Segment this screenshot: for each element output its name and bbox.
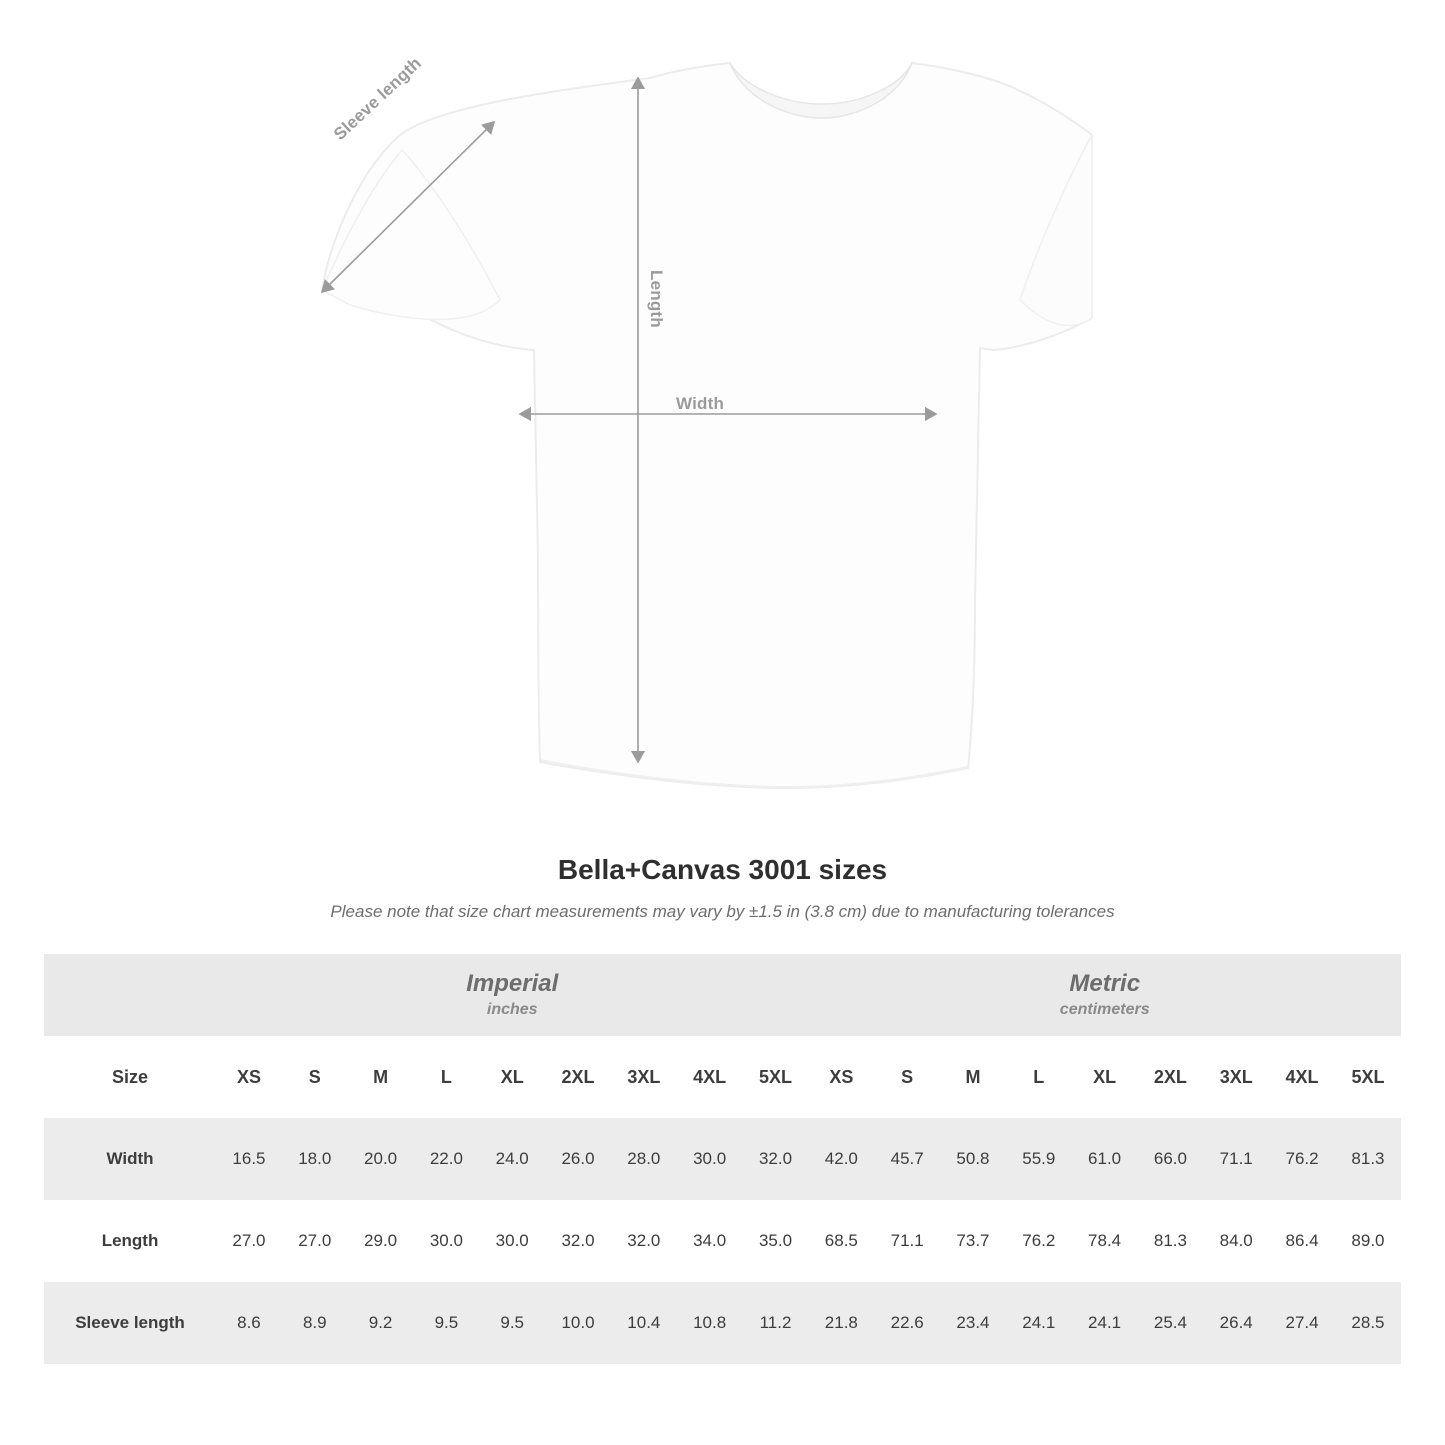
size-chart-table xyxy=(44,954,1401,1364)
measure-cell: 28.5 xyxy=(1335,1282,1401,1364)
measure-cell: 24.0 xyxy=(479,1118,545,1200)
unit-header-corner xyxy=(44,954,216,1036)
size-cell: 2XL xyxy=(1138,1036,1204,1118)
size-cell: S xyxy=(874,1036,940,1118)
measure-cell: 73.7 xyxy=(940,1200,1006,1282)
measure-cell: 35.0 xyxy=(743,1200,809,1282)
chart-title-block xyxy=(0,854,1445,922)
measure-cell: 23.4 xyxy=(940,1282,1006,1364)
measure-cell: 26.0 xyxy=(545,1118,611,1200)
measure-cell: 22.6 xyxy=(874,1282,940,1364)
measure-cell: 42.0 xyxy=(808,1118,874,1200)
measure-cell: 50.8 xyxy=(940,1118,1006,1200)
unit-header-imperial xyxy=(216,954,808,1036)
measure-cell: 8.6 xyxy=(216,1282,282,1364)
measure-cell: 30.0 xyxy=(677,1118,743,1200)
size-cell: XL xyxy=(1072,1036,1138,1118)
size-cell: M xyxy=(940,1036,1006,1118)
measure-cell: 10.0 xyxy=(545,1282,611,1364)
unit-name-metric: Metric xyxy=(1069,969,1141,997)
measure-cell: 9.2 xyxy=(348,1282,414,1364)
measure-cell: 32.0 xyxy=(611,1200,677,1282)
sleeve-length-label: Sleeve length xyxy=(330,53,426,144)
measure-cell: 68.5 xyxy=(808,1200,874,1282)
measure-cell: 71.1 xyxy=(1203,1118,1269,1200)
measure-cell: 34.0 xyxy=(677,1200,743,1282)
measure-cell: 76.2 xyxy=(1269,1118,1335,1200)
row-label-sleeve-length: Sleeve length xyxy=(44,1282,216,1364)
measure-cell: 24.1 xyxy=(1006,1282,1072,1364)
measure-cell: 25.4 xyxy=(1138,1282,1204,1364)
table-row xyxy=(44,1200,1401,1282)
measure-cell: 45.7 xyxy=(874,1118,940,1200)
unit-header-row xyxy=(44,954,1401,1036)
measure-cell: 10.4 xyxy=(611,1282,677,1364)
measure-cell: 76.2 xyxy=(1006,1200,1072,1282)
page-title: Bella+Canvas 3001 sizes xyxy=(557,854,888,885)
measure-cell: 22.0 xyxy=(413,1118,479,1200)
measure-cell: 24.1 xyxy=(1072,1282,1138,1364)
measure-cell: 27.0 xyxy=(216,1200,282,1282)
measure-cell: 21.8 xyxy=(808,1282,874,1364)
measure-cell: 30.0 xyxy=(479,1200,545,1282)
measure-cell: 9.5 xyxy=(479,1282,545,1364)
measure-cell: 28.0 xyxy=(611,1118,677,1200)
measure-cell: 27.0 xyxy=(282,1200,348,1282)
measure-cell: 11.2 xyxy=(743,1282,809,1364)
measure-cell: 81.3 xyxy=(1138,1200,1204,1282)
size-cell: 3XL xyxy=(1203,1036,1269,1118)
measure-cell: 16.5 xyxy=(216,1118,282,1200)
size-header-row xyxy=(44,1036,1401,1118)
measure-cell: 30.0 xyxy=(413,1200,479,1282)
measure-cell: 27.4 xyxy=(1269,1282,1335,1364)
size-row-label: Size xyxy=(44,1036,216,1118)
measure-cell: 66.0 xyxy=(1138,1118,1204,1200)
measure-cell: 81.3 xyxy=(1335,1118,1401,1200)
unit-header-metric xyxy=(808,954,1401,1036)
measure-cell: 89.0 xyxy=(1335,1200,1401,1282)
size-cell: XL xyxy=(479,1036,545,1118)
size-cell: L xyxy=(413,1036,479,1118)
size-cell: L xyxy=(1006,1036,1072,1118)
unit-sub-imperial: inches xyxy=(486,1000,538,1018)
size-cell: XS xyxy=(216,1036,282,1118)
measure-cell: 10.8 xyxy=(677,1282,743,1364)
measure-cell: 18.0 xyxy=(282,1118,348,1200)
unit-name-imperial: Imperial xyxy=(466,969,559,997)
measure-cell: 71.1 xyxy=(874,1200,940,1282)
measure-cell: 61.0 xyxy=(1072,1118,1138,1200)
measure-cell: 86.4 xyxy=(1269,1200,1335,1282)
width-label: Width xyxy=(676,394,725,413)
size-cell: S xyxy=(282,1036,348,1118)
row-label-width: Width xyxy=(44,1118,216,1200)
table-row xyxy=(44,1118,1401,1200)
size-cell: M xyxy=(348,1036,414,1118)
measure-cell: 78.4 xyxy=(1072,1200,1138,1282)
row-label-length: Length xyxy=(44,1200,216,1282)
measure-cell: 55.9 xyxy=(1006,1118,1072,1200)
measure-cell: 9.5 xyxy=(413,1282,479,1364)
measure-cell: 32.0 xyxy=(545,1200,611,1282)
measure-cell: 29.0 xyxy=(348,1200,414,1282)
tshirt-shape xyxy=(322,63,1092,788)
unit-sub-metric: centimeters xyxy=(1059,1000,1150,1018)
measure-cell: 26.4 xyxy=(1203,1282,1269,1364)
measure-cell: 32.0 xyxy=(743,1118,809,1200)
length-label: Length xyxy=(647,270,666,328)
measure-cell: 20.0 xyxy=(348,1118,414,1200)
size-cell: 5XL xyxy=(743,1036,809,1118)
size-cell: 4XL xyxy=(677,1036,743,1118)
tolerance-note: Please note that size chart measurements may vary by ±1.5 in (3.8 cm) due to manufacturing tolerances xyxy=(330,902,1115,921)
size-cell: 2XL xyxy=(545,1036,611,1118)
size-cell: 5XL xyxy=(1335,1036,1401,1118)
measure-cell: 8.9 xyxy=(282,1282,348,1364)
size-table-container xyxy=(0,954,1445,1364)
size-cell: 3XL xyxy=(611,1036,677,1118)
size-cell: 4XL xyxy=(1269,1036,1335,1118)
size-cell: XS xyxy=(808,1036,874,1118)
table-row xyxy=(44,1282,1401,1364)
measure-cell: 84.0 xyxy=(1203,1200,1269,1282)
